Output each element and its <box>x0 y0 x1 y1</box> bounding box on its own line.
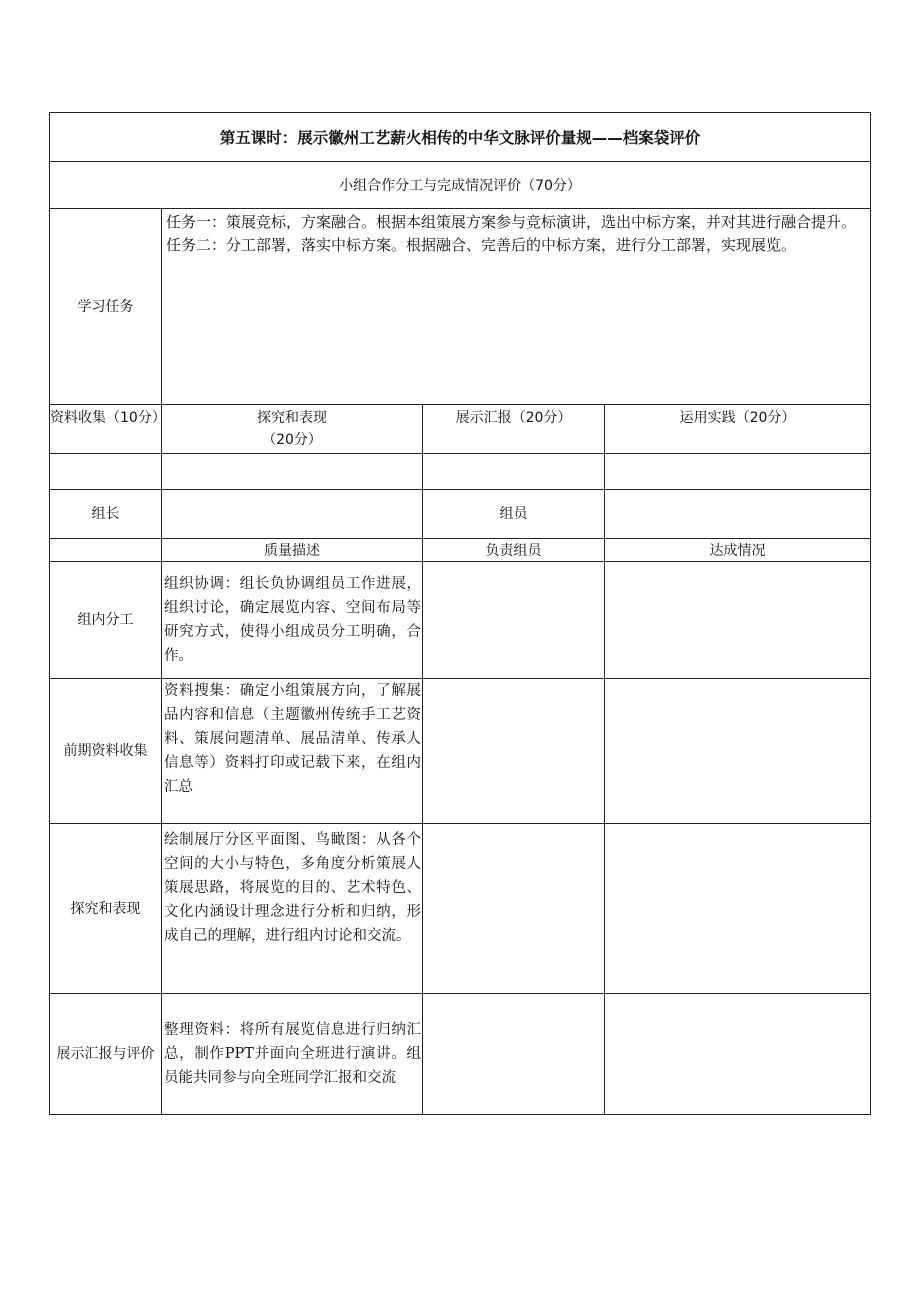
roles-row <box>50 490 871 539</box>
report-score-header: 展示汇报（20分） <box>423 405 605 454</box>
table-row <box>50 824 871 994</box>
table-row <box>50 679 871 824</box>
status-column-header: 达成情况 <box>605 539 871 562</box>
quality-description: 组织协调：组长负协调组员工作进展，组织讨论，确定展览内容、空间布局等研究方式，使得小组成员分工明确，合作。 <box>162 562 423 679</box>
row-label: 组内分工 <box>50 562 162 679</box>
quality-column-header: 质量描述 <box>162 539 423 562</box>
learning-task-row <box>50 209 871 405</box>
evaluation-sheet <box>49 112 870 1115</box>
explore-score-cell[interactable] <box>162 454 423 490</box>
evaluation-table <box>49 112 871 1115</box>
learning-task-content <box>162 209 871 405</box>
quality-description: 资料搜集：确定小组策展方向，了解展品内容和信息（主题徽州传统手工艺资料、策展问题清单、展品清单、传承人信息等）资料打印或记载下来，在组内汇总 <box>162 679 423 824</box>
title-row <box>50 113 871 162</box>
owner-column-header: 负责组员 <box>423 539 605 562</box>
learning-task-label: 学习任务 <box>50 209 162 405</box>
page-title: 第五课时：展示徽州工艺薪火相传的中华文脉评价量规——档案袋评价 <box>50 113 871 162</box>
explore-score-header <box>162 405 423 454</box>
status-cell[interactable] <box>605 679 871 824</box>
table-row <box>50 562 871 679</box>
collection-score-header: 资料收集（10分） <box>50 405 162 454</box>
row-label: 前期资料收集 <box>50 679 162 824</box>
owner-cell[interactable] <box>423 562 605 679</box>
column-header-row <box>50 539 871 562</box>
practice-score-header: 运用实践（20分） <box>605 405 871 454</box>
task-two-text: 任务二：分工部署，落实中标方案。根据融合、完善后的中标方案，进行分工部署，实现展览。 <box>166 236 797 254</box>
status-cell[interactable] <box>605 824 871 994</box>
leader-label: 组长 <box>50 490 162 539</box>
member-names-cell[interactable] <box>605 490 871 539</box>
report-score-cell[interactable] <box>423 454 605 490</box>
row-label: 探究和表现 <box>50 824 162 994</box>
blank-header-cell <box>50 539 162 562</box>
table-row <box>50 994 871 1115</box>
owner-cell[interactable] <box>423 824 605 994</box>
collection-score-cell[interactable] <box>50 454 162 490</box>
practice-score-cell[interactable] <box>605 454 871 490</box>
task-one-text: 任务一：策展竞标，方案融合。根据本组策展方案参与竞标演讲，选出中标方案，并对其进行融合提升。 <box>166 213 857 231</box>
status-cell[interactable] <box>605 994 871 1115</box>
status-cell[interactable] <box>605 562 871 679</box>
explore-score-points: （20分） <box>262 432 322 448</box>
score-header-row <box>50 405 871 454</box>
row-label: 展示汇报与评价 <box>50 994 162 1115</box>
quality-description: 绘制展厅分区平面图、鸟瞰图：从各个空间的大小与特色，多角度分析策展人策展思路，将展览的目的、艺术特色、文化内涵设计理念进行分析和归纳，形成自己的理解，进行组内讨论和交流。 <box>162 824 423 994</box>
owner-cell[interactable] <box>423 994 605 1115</box>
owner-cell[interactable] <box>423 679 605 824</box>
explore-score-title: 探究和表现 <box>257 410 327 426</box>
subtitle-row <box>50 162 871 209</box>
section-subtitle: 小组合作分工与完成情况评价（70分） <box>50 162 871 209</box>
score-entry-row <box>50 454 871 490</box>
leader-name-cell[interactable] <box>162 490 423 539</box>
member-label: 组员 <box>423 490 605 539</box>
quality-description: 整理资料：将所有展览信息进行归纳汇总，制作PPT并面向全班进行演讲。组员能共同参与向全班同学汇报和交流 <box>162 994 423 1115</box>
